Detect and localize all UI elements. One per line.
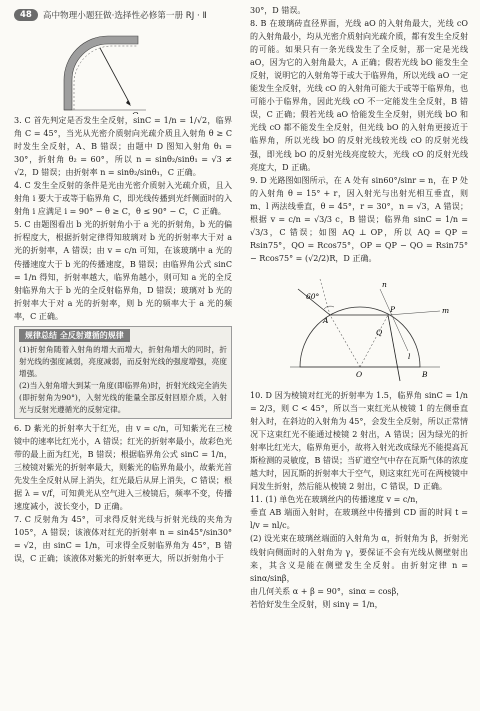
label-b: B: [422, 369, 428, 379]
page-number: 48: [14, 9, 38, 21]
answer-10: 10. D 因为棱镜对红光的折射率为 1.5，临界角 sinC = 1/n = 2/3，则 C < 45°，所以当一束红光从棱镜 1 的左侧垂直射入时，在斜边的入射角为 45°，会发生全反射，所以正常情况下这束红光不能通过棱镜 2 射出，A 错误；因为绿光的折射率比红光大，临界角更小，故将入射光改成绿光不能提高瓦斯检测的灵敏度，B 错误；当矿道空气中存在瓦斯气体的浓度越大时，因瓦斯的折射率大于空气，则这束红光可在两棱镜中间发生折射，然后能从棱镜 2 射出，C 错误，D 正确。: [250, 390, 468, 492]
label-p: P: [390, 304, 396, 314]
answer-11-time: 垂直 AB 端面入射时，在玻璃丝中传播到 CD 面的时间 t = l/v = nl/c。: [250, 508, 468, 531]
answer-7-cont: 30°，D 错误。: [250, 6, 306, 15]
answer-5: 5. C 由题图看出 b 光的折射角小于 a 光的折射角，b 光的偏折程度大，根据折射定律得知玻璃对 b 光的折射率大于对 a 光的折射率，A 错误；由 v = c/n 可知，在该玻璃中 a 光的传播速度大于 b 光的传播速度，B 错误；由临界角公式 sinC = 1/n 得知，折射率越大，临界角越小，则可知 a 光的全反射临界角大于 b 光的全反射临界角，D 错误；玻璃对 b 光的折射率大于对 a 光的折射率，则 b 光的频率大于 a 光的频率，C 正确。: [14, 220, 232, 321]
page-header: [14, 6, 207, 24]
answer-11-part2: (2) 设光束在玻璃丝端面的入射角为 α，折射角为 β，折射光线射向侧面时的入射角为 γ，要保证不会有光线从侧壁射出来，其含义是能在侧壁发生全反射。由折射定律 n = sinα/sinβ，: [250, 534, 468, 583]
answer-6: 6. D 紫光的折射率大于红光，由 v = c/n，可知紫光在三棱镜中的速率比红光小，A 错误；红光的折射率最小，故彩色光带的最上面为红光，B 错误；根据临界角公式 sinC = 1/n，三棱镜对紫光的折射率最大，则紫光的临界角最小，故紫光首先发生全反射从屏上消失，红光最后从屏上消失，C 错误；根据 λ = v/f，可知黄光从空气进入三棱镜后，频率不变，传播速度减小，波长变小，D 正确。: [14, 423, 232, 512]
tip-box: [14, 326, 232, 419]
book-title: 高中物理小题狂做·选择性必修第一册 RJ · Ⅱ: [42, 11, 207, 21]
answer-9: 9. D 光路图如图所示，在 A 处有 sin60°/sinr = n，在 P 处的入射角 θ = 15° + r，因入射光与出射光相互垂直，则 m、l 两法线垂直，θ = 45°，r = 30°，n = √3，A 错误；根据 v = c/n = √3/3 c，B 错误；临界角 sinC = 1/n = √3/3，C 错误；如图 AQ ⊥ OP，所以 AQ = QP = Rsin75°，QO = Rcos75°，OP = QP − QO = Rsin75° − Rcos75° = (√2/2)R，D 正确。: [250, 175, 468, 263]
label-q: Q: [376, 327, 383, 337]
label-o: [132, 111, 139, 114]
answer-11-geometry: 由几何关系 α + β = 90°，sinα = cosβ，: [250, 586, 405, 596]
label-n: n: [382, 279, 387, 289]
label-60: 60°: [306, 291, 320, 301]
figure-quarter-ring: [14, 26, 232, 114]
label-m: m: [442, 305, 450, 315]
tip-item-1: (1)折射角随着入射角的增大而增大，折射角增大的同时，折射光线的强度减弱，亮度减弱，而反射光线的强度增强，亮度增强。: [19, 344, 227, 378]
answer-3: 3. C 首先判定是否发生全反射，sinC = 1/n = 1/√2，临界角 C = 45°，当光从光密介质射向光疏介质且入射角 θ ≥ C 时发生全反射，A、B 错误；由题中 D 图知入射角 θ₁ = 30°，折射角 θ₂ = 60°，所以 n = sinθ₂/sinθ₁ = √3 ≠ √2，D 错误；由折射率 n = sinθ₂/sinθ₁，C 正确。: [14, 116, 232, 178]
tip-title: 规律总结 全反射遵循的规律: [19, 329, 130, 342]
figure-light-path: [250, 267, 468, 387]
answer-4: 4. C 发生全反射的条件是光由光密介质射入光疏介质，且入射角 i 要大于或等于临界角 C，即光线传播到光纤侧面时的入射角 i 应满足 i = 90° − θ ≥ C，θ ≤ 90° − C，C 正确。: [14, 181, 232, 217]
label-a: A: [323, 315, 329, 325]
answer-11-part1: 11. (1) 单色光在玻璃丝内的传播速度 v = c/n，: [250, 495, 424, 505]
label-o: O: [356, 369, 363, 379]
answer-11-total-reflection: 若恰好发生全反射，则 sinγ = 1/n，: [250, 599, 383, 609]
answer-7: 7. C 反射角为 45°，可求得反射光线与折射光线的夹角为 105°，A 错误；该液体对红光的折射率 n = sin45°/sin30° = √2，由 sinC = 1/n，可求得全反射临界角为 45°，B 错误，C 正确；该液体对紫光的折射率更大，所以折射角小于: [14, 515, 232, 564]
left-column: [14, 26, 232, 565]
tip-item-2: (2)当入射角增大到某一角度(即临界角)时，折射光线完全消失(即折射角为90°)，入射光线的能量全部反射回原介质，入射光与反射光遵循光的反射定律。: [19, 380, 227, 414]
label-l: l: [408, 351, 411, 361]
answer-8: 8. B 在玻璃砖直径界面，光线 aO 的入射角最大，光线 cO 的入射角最小，均从光密介质射向光疏介质，都有发生全反射的可能。如果只有一条光线发生了全反射，那一定是光线 aO，因为它的入射角最大，A 正确；假若光线 bO 能发生全反射，说明它的入射角等于或大于临界角，所以光线 aO 一定能发生全反射，光线 cO 的入射角可能大于或等于临界角，也可能小于临界角，因此光线 cO 不一定能发生全反射，B 错误，C 正确；假若光线 aO 恰能发生全反射，则光线 bO 和光线 cO 都不能发生全反射，但光线 bO 的入射角更接近于临界角，所以光线 bO 的反射光线较光线 cO 的反射光线强，即光线 bO 的反射光线亮度较大，光线 cO 的反射光线亮度大，D 正确。: [250, 19, 468, 172]
right-column: [250, 4, 468, 611]
